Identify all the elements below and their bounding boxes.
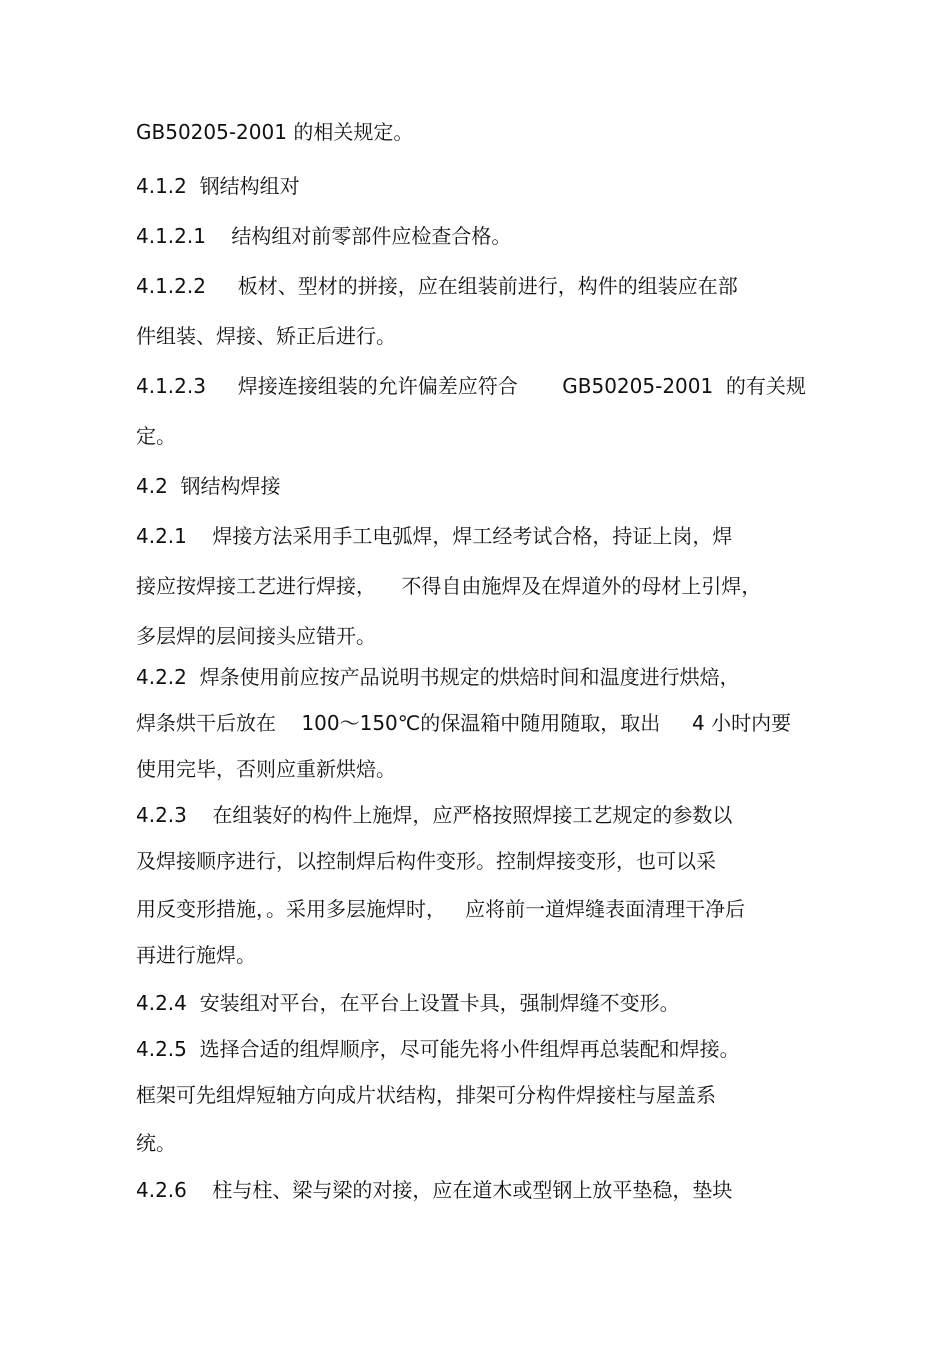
text-line: 4.2.3 在组装好的构件上施焊，应严格按照焊接工艺规定的参数以 (136, 803, 733, 827)
text-line: 件组装、焊接、矫正后进行。 (136, 324, 396, 348)
section-heading: 4.1.2 钢结构组对 (136, 174, 300, 198)
text-line: 4.2.5 选择合适的组焊顺序，尽可能先将小件组焊再总装配和焊接。 (136, 1037, 740, 1061)
text-line: 4.2.6 柱与柱、梁与梁的对接，应在道木或型钢上放平垫稳，垫块 (136, 1178, 733, 1202)
text-line: 焊条烘干后放在 100～150℃的保温箱中随用随取，取出 4 小时内要 (136, 711, 792, 735)
text-line: 用反变形措施，。采用多层施焊时， 应将前一道焊缝表面清理干净后 (136, 897, 746, 921)
text-line: 定。 (136, 424, 176, 448)
text-line: 接应按焊接工艺进行焊接， 不得自由施焊及在焊道外的母材上引焊， (136, 574, 762, 598)
text-line: 框架可先组焊短轴方向成片状结构，排架可分构件焊接柱与屋盖系 (136, 1083, 716, 1107)
text-line: 4.2.1 焊接方法采用手工电弧焊，焊工经考试合格，持证上岗，焊 (136, 524, 733, 548)
text-line: 统。 (136, 1131, 176, 1155)
text-line: 及焊接顺序进行，以控制焊后构件变形。控制焊接变形，也可以采 (136, 849, 716, 873)
section-heading: 4.2 钢结构焊接 (136, 474, 281, 498)
text-line: 使用完毕，否则应重新烘焙。 (136, 757, 396, 781)
text-line: 4.1.2.2 板材、型材的拼接，应在组装前进行，构件的组装应在部 (136, 274, 738, 298)
text-line: 4.2.4 安装组对平台，在平台上设置卡具，强制焊缝不变形。 (136, 991, 680, 1015)
text-line: GB50205-2001 的相关规定。 (136, 120, 414, 144)
text-line: 4.1.2.3 焊接连接组装的允许偏差应符合 GB50205-2001 的有关规 (136, 374, 806, 398)
text-line: 再进行施焊。 (136, 943, 256, 967)
text-line: 多层焊的层间接头应错开。 (136, 624, 376, 648)
text-line: 4.2.2 焊条使用前应按产品说明书规定的烘焙时间和温度进行烘焙， (136, 665, 740, 689)
text-line: 4.1.2.1 结构组对前零部件应检查合格。 (136, 224, 512, 248)
